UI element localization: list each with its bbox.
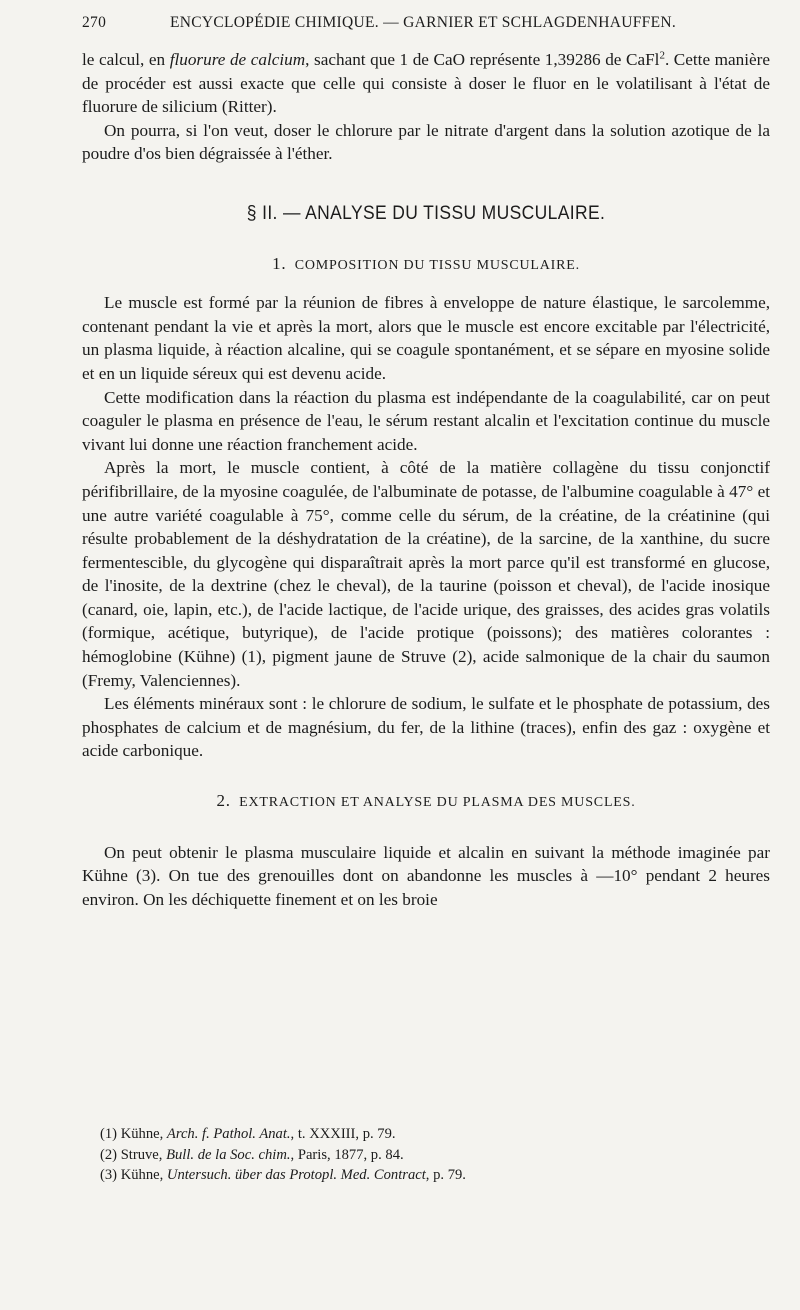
page-body [82,48,770,911]
emphasis: fluorure de calcium [169,50,306,69]
subsection-heading-2 [82,789,770,815]
subsection-title: COMPOSITION DU TISSU MUSCULAIRE. [294,257,580,273]
footnote-work: Bull. de la Soc. chim. [166,1146,291,1163]
text-span: . Cette manière de procéder est aussi exacte que celle qui consiste à doser le fluor en le volatilisant à l'état de fluorure de silicium (Ritter). [82,50,770,117]
footnote-work: Untersuch. über das Protopl. Med. Contract [166,1167,426,1184]
running-header [82,14,770,38]
footnote-mark: (3) [100,1167,118,1184]
running-title: ENCYCLOPÉDIE CHIMIQUE. — GARNIER ET SCHLAGDENHAUFFEN. [170,14,677,31]
subsection-number: 1. [272,253,287,273]
footnote-rest: , t. XXXIII, p. 79. [290,1126,396,1142]
footnote-author: Struve, [120,1146,167,1163]
paragraph-chlorure: On pourra, si l'on veut, doser le chlorure par le nitrate d'argent dans la solution azotique de la poudre d'os bien dégraissée à l'éther. [82,120,770,164]
paragraph: Cette modification dans la réaction du plasma est indépendante de la coagulabilité, car on peut coaguler le plasma en présence de l'eau, le sérum restant alcalin et l'excitation continue du muscle vivant lui donne une réaction franchement acide. [82,387,770,454]
paragraph-fluorure [82,48,770,119]
subsection-number: 2. [216,791,231,811]
text-span: le calcul, en [82,50,170,69]
subsection-heading-1 [82,252,770,278]
footnote [100,1145,770,1166]
page-number: 270 [82,14,107,31]
subsection-title: EXTRACTION ET ANALYSE DU PLASMA DES MUSCLES. [239,795,636,811]
text-span: , sachant que 1 de CaO représente 1,39286 de CaFl [305,50,660,69]
footnote-work: Arch. f. Pathol. Anat. [166,1126,291,1142]
footnote-mark: (1) [100,1126,118,1142]
section-heading: § II. — ANALYSE DU TISSU MUSCULAIRE. [246,202,606,224]
footnote-rest: , p. 79. [425,1167,466,1184]
footnote-mark: (2) [100,1146,118,1163]
footnotes [82,1124,770,1186]
footnote-author: Kühne, [120,1167,167,1184]
paragraph: Le muscle est formé par la réunion de fibres à enveloppe de nature élastique, le sarcolemme, contenant pendant la vie et après la mort, alors que le muscle est encore excitable par l'électricité, un plasma liquide, à réaction alcaline, qui se coagule spontanément, et se sépare en myosine solide et en un liquide séreux qui est devenu acide. [82,293,770,383]
superscript: 2 [659,49,665,62]
footnote [100,1124,770,1145]
paragraph: Après la mort, le muscle contient, à côté de la matière collagène du tissu conjonctif périfibrillaire, de la myosine coagulée, de l'albuminate de potasse, de l'albumine coagulable à 47° et une autre variété coagulable à 75°, comme celle du sérum, de la créatine, de la créatinine (qui résulte probablement de la déshydratation de la créatine), de la sarcine, de la xanthine, du sucre fermentescible, du glycogène qui disparaîtrait après la mort parce qu'il est transformé en glucose, de l'inosite, de la dextrine (chez le cheval), de la taurine (poisson et cheval), de l'acide inosique (canard, oie, lapin, etc.), de l'acide lactique, de l'acide urique, des graisses, des acides gras volatils (formique, acétique, butyrique), de l'acide protique (poissons); des matières colorantes : hémoglobine (Kühne) (1), pigment jaune de Struve (2), acide salmonique de la chair du saumon (Fremy, Valenciennes). [82,458,770,690]
footnote-rest: , Paris, 1877, p. 84. [290,1146,404,1163]
footnote [100,1165,770,1186]
paragraph: On peut obtenir le plasma musculaire liquide et alcalin en suivant la méthode imaginée par Kühne (3). On tue des grenouilles dont on abandonne les muscles à —10° pendant 2 heures environ. On les déchiquette finement et on les broie [82,842,770,909]
paragraph: Les éléments minéraux sont : le chlorure de sodium, le sulfate et le phosphate de potassium, des phosphates de calcium et de magnésium, du fer, de la lithine (traces), enfin des gaz : oxygène et acide carbonique. [82,694,770,761]
footnote-author: Kühne, [120,1126,167,1142]
